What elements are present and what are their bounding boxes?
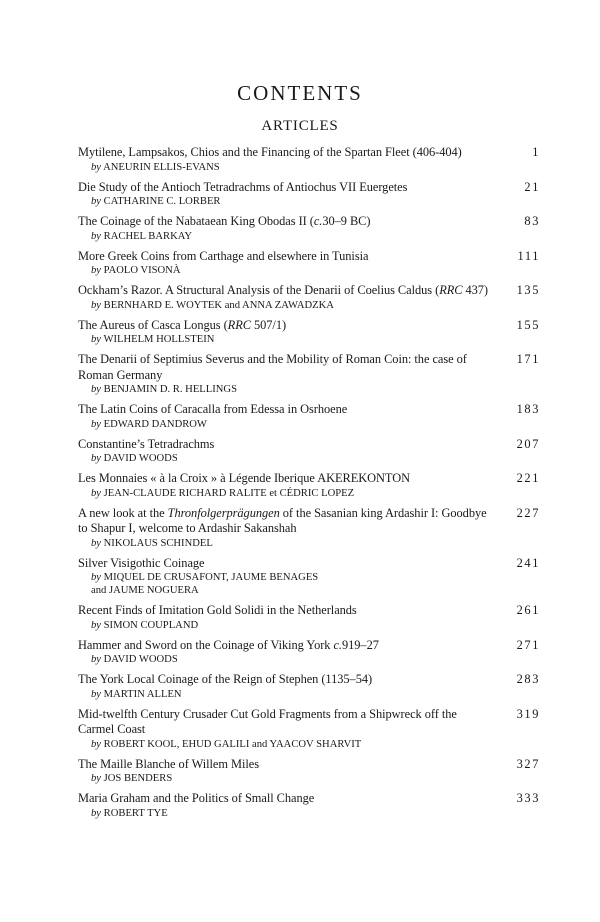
toc-entry	[78, 180, 540, 209]
article-author: by WILHELM HOLLSTEIN	[91, 334, 215, 345]
article-author: by MIQUEL DE CRUSAFONT, JAUME BENAGES	[91, 572, 319, 583]
toc-entry	[78, 214, 540, 243]
article-author: by SIMON COUPLAND	[91, 619, 199, 631]
article-title: Maria Graham and the Politics of Small Change	[78, 791, 315, 805]
page-number: 83	[524, 214, 540, 228]
toc-entry	[78, 672, 540, 701]
article-title: Hammer and Sword on the Coinage of Viking York c.919–27	[78, 637, 379, 652]
article-title: The Denarii of Septimius Severus and the Mobility of Roman Coin: the case of	[78, 352, 467, 366]
page-number: 111	[517, 248, 540, 263]
page-number: 327	[516, 756, 540, 771]
article-title: Mytilene, Lampsakos, Chios and the Financing of the Spartan Fleet (406-404)	[78, 145, 462, 159]
article-title: More Greek Coins from Carthage and elsewhere in Tunisia	[78, 248, 369, 263]
article-title-continued: Carmel Coast	[78, 722, 146, 736]
article-author: by PAOLO VISONÀ	[91, 265, 181, 276]
toc-entry	[78, 757, 540, 786]
toc-entry	[78, 145, 540, 174]
toc-entry	[78, 603, 540, 632]
article-title: The Coinage of the Nabataean King Obodas II (c.30–9 BC)	[78, 214, 371, 228]
toc-entry	[78, 402, 540, 431]
article-author: by JOS BENDERS	[91, 773, 173, 784]
page-number: 155	[516, 317, 540, 332]
article-author: by ROBERT TYE	[91, 807, 168, 819]
article-author: by RACHEL BARKAY	[91, 230, 193, 242]
article-title: The York Local Coinage of the Reign of Stephen (1135–54)	[78, 672, 373, 686]
page-number: 1	[532, 145, 540, 159]
article-author: by BENJAMIN D. R. HELLINGS	[91, 384, 237, 395]
toc-entry	[78, 249, 540, 278]
page-number: 319	[516, 706, 540, 721]
article-title: Ockham’s Razor. A Structural Analysis of the Denarii of Coelius Caldus (RRC 437)	[78, 283, 489, 297]
page-number: 135	[516, 283, 540, 297]
toc-entry	[78, 506, 540, 550]
article-author: by NIKOLAUS SCHINDEL	[91, 537, 213, 549]
toc-entry	[78, 638, 540, 667]
article-author: by JEAN-CLAUDE RICHARD RALITE et CÉDRIC LOPEZ	[91, 487, 355, 499]
article-title: Die Study of the Antioch Tetradrachms of Antiochus VII Euergetes	[78, 179, 408, 194]
article-author-continued: and JAUME NOGUERA	[91, 585, 199, 596]
article-author: by DAVID WOODS	[91, 453, 178, 464]
contents-heading: CONTENTS	[237, 81, 363, 105]
page-number: 171	[516, 352, 540, 366]
article-title: Recent Finds of Imitation Gold Solidi in the Netherlands	[78, 603, 357, 617]
page-number: 283	[516, 672, 540, 686]
page-number: 221	[516, 471, 540, 485]
article-title: The Maille Blanche of Willem Miles	[78, 756, 259, 771]
page-number: 333	[516, 791, 540, 805]
table-of-contents	[78, 145, 540, 826]
page-number: 21	[524, 179, 540, 194]
article-title: Silver Visigothic Coinage	[78, 555, 205, 570]
page-number: 227	[516, 505, 540, 520]
article-author: by CATHARINE C. LORBER	[91, 196, 221, 207]
page-number: 271	[516, 637, 540, 652]
toc-entry	[78, 318, 540, 347]
toc-entry	[78, 352, 540, 396]
article-author: by ANEURIN ELLIS-EVANS	[91, 161, 220, 173]
toc-entry	[78, 437, 540, 466]
toc-entry	[78, 283, 540, 312]
toc-entry	[78, 707, 540, 751]
article-author: by DAVID WOODS	[91, 654, 178, 665]
toc-entry	[78, 556, 540, 598]
article-title: A new look at the Thronfolgerprägungen of the Sasanian king Ardashir I: Goodbye	[78, 505, 487, 520]
article-title: Les Monnaies « à la Croix » à Légende Iberique AKEREKONTON	[78, 471, 411, 485]
article-title: The Aureus of Casca Longus (RRC 507/1)	[78, 317, 287, 332]
section-heading-articles: ARTICLES	[261, 118, 339, 134]
article-title: The Latin Coins of Caracalla from Edessa in Osrhoene	[78, 402, 348, 416]
article-title-continued: Roman Germany	[78, 367, 163, 382]
page-number: 207	[516, 436, 540, 451]
article-title: Constantine’s Tetradrachms	[78, 436, 215, 451]
article-title: Mid-twelfth Century Crusader Cut Gold Fragments from a Shipwreck off the	[78, 706, 457, 721]
article-author: by EDWARD DANDROW	[91, 418, 207, 430]
page-number: 241	[516, 555, 540, 570]
toc-entry	[78, 791, 540, 820]
toc-entry	[78, 471, 540, 500]
article-author: by BERNHARD E. WOYTEK and ANNA ZAWADZKA	[91, 299, 334, 311]
article-author: by ROBERT KOOL, EHUD GALILI and YAACOV SHARVIT	[91, 738, 362, 750]
page-number: 183	[516, 402, 540, 416]
article-title-continued: to Shapur I, welcome to Ardashir Sakanshah	[78, 521, 297, 535]
article-author: by MARTIN ALLEN	[91, 688, 182, 700]
page-number: 261	[516, 603, 540, 617]
